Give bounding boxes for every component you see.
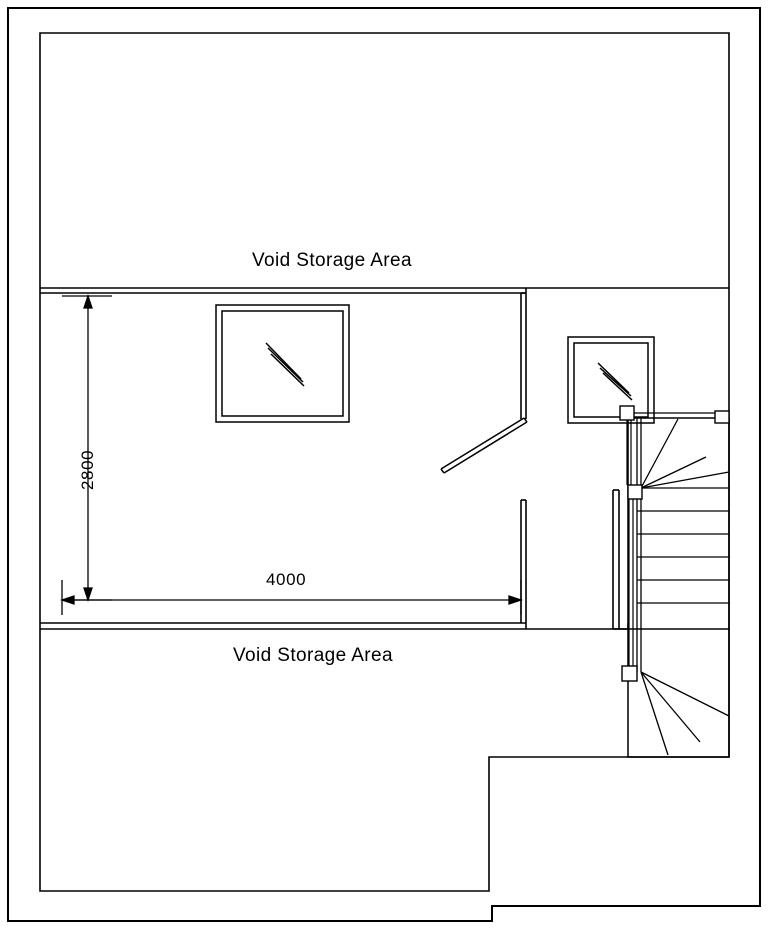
dimension-label-vertical: 2800 xyxy=(78,449,97,490)
door-swing xyxy=(441,418,527,473)
dimension-label-horizontal: 4000 xyxy=(266,570,307,589)
dimension-vertical xyxy=(62,296,112,600)
label-void-storage-bottom: Void Storage Area xyxy=(233,645,393,666)
label-void-storage-top: Void Storage Area xyxy=(252,250,412,271)
stair-landing xyxy=(628,629,729,757)
window-small xyxy=(568,337,654,423)
outer-wall-outline xyxy=(8,8,760,921)
staircase-upper-flight xyxy=(628,418,729,757)
window-large xyxy=(216,305,349,422)
inner-wall-outline xyxy=(40,33,729,891)
stair-handrail xyxy=(627,413,715,666)
interior-partition-walls xyxy=(40,288,729,629)
